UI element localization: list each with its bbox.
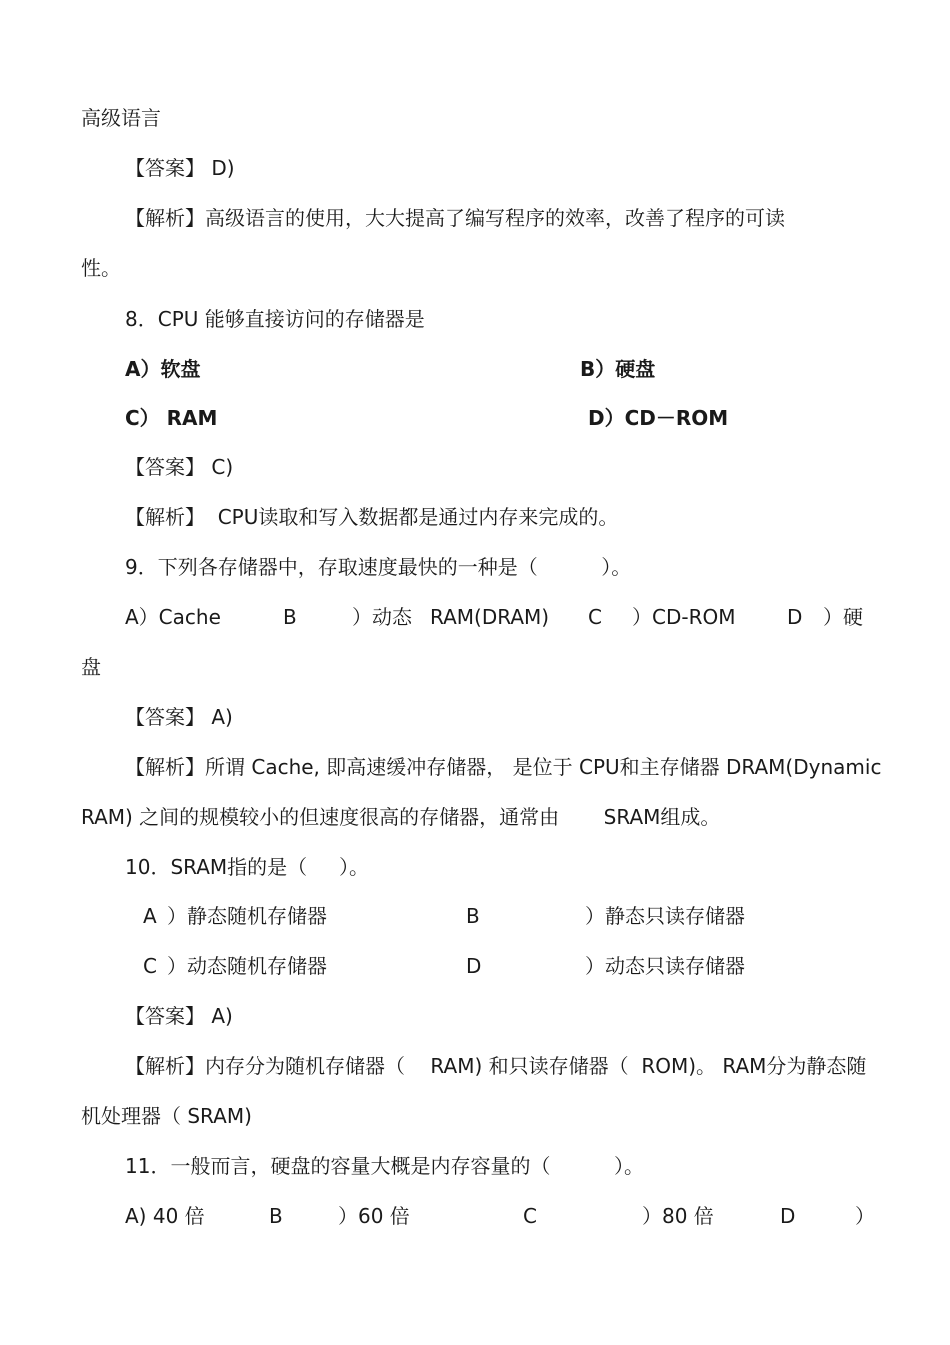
q9-option-c-letter: C — [588, 605, 602, 629]
q10-option-b-text: ）静态只读存储器 — [585, 904, 745, 928]
q10-stem: 10．SRAM指的是（ ）。 — [125, 855, 369, 879]
prev-explanation-line2: 性。 — [81, 256, 121, 280]
q9-option-b-ram: RAM(DRAM) — [430, 605, 550, 629]
q10-option-c-letter: C — [143, 954, 157, 978]
q8-option-c: C） RAM — [125, 406, 218, 430]
prev-answer: 【答案】 D) — [125, 156, 235, 180]
q10-explanation-line2: 机处理器（ SRAM) — [81, 1104, 252, 1128]
q10-option-c-text: ）动态随机存储器 — [167, 954, 327, 978]
q8-explanation: 【解析】 CPU读取和写入数据都是通过内存来完成的。 — [125, 505, 619, 529]
prev-explanation-line1: 【解析】高级语言的使用，大大提高了编写程序的效率，改善了程序的可读 — [125, 206, 785, 230]
q10-option-d-text: ）动态只读存储器 — [585, 954, 745, 978]
q9-option-d-wrap: 盘 — [81, 655, 101, 679]
q11-option-b-text: ）60 倍 — [338, 1204, 410, 1228]
q8-stem: 8．CPU 能够直接访问的存储器是 — [125, 307, 425, 331]
q10-option-a-letter: A — [143, 904, 157, 928]
q9-option-d-text: ）硬 — [823, 605, 863, 629]
q11-option-d-letter: D — [780, 1204, 796, 1228]
q9-answer: 【答案】 A) — [125, 705, 233, 729]
q10-option-d-letter: D — [466, 954, 482, 978]
q10-option-b-letter: B — [466, 904, 480, 928]
prev-answer-tail: 高级语言 — [81, 106, 161, 130]
q9-stem: 9．下列各存储器中，存取速度最快的一种是（ ）。 — [125, 555, 632, 579]
q9-option-b-text: ）动态 — [352, 605, 412, 629]
q11-option-a: A) 40 倍 — [125, 1204, 205, 1228]
q11-option-c-text: ）80 倍 — [642, 1204, 714, 1228]
q11-stem: 11．一般而言，硬盘的容量大概是内存容量的（ ）。 — [125, 1154, 645, 1178]
q9-explanation-line2: RAM) 之间的规模较小的但速度很高的存储器，通常由 SRAM组成。 — [81, 805, 721, 829]
q8-option-b: B）硬盘 — [580, 357, 656, 381]
q9-option-d-letter: D — [787, 605, 803, 629]
q9-explanation-line1: 【解析】所谓 Cache, 即高速缓冲存储器， 是位于 CPU和主存储器 DRAM(Dynamic — [125, 755, 882, 779]
q11-option-b-letter: B — [269, 1204, 283, 1228]
q9-option-c-text: ）CD-ROM — [632, 605, 736, 629]
q8-answer: 【答案】 C) — [125, 455, 234, 479]
q8-option-d: D）CD－ROM — [588, 406, 729, 430]
q8-option-a: A）软盘 — [125, 357, 201, 381]
q10-explanation-line1: 【解析】内存分为随机存储器（ RAM) 和只读存储器（ ROM)。 RAM分为静态随 — [125, 1054, 867, 1078]
q9-option-a: A）Cache — [125, 605, 221, 629]
q10-answer: 【答案】 A) — [125, 1004, 233, 1028]
q9-option-b-letter: B — [283, 605, 297, 629]
q11-option-d-text: ） — [855, 1204, 875, 1228]
q11-option-c-letter: C — [523, 1204, 537, 1228]
q10-option-a-text: ）静态随机存储器 — [167, 904, 327, 928]
